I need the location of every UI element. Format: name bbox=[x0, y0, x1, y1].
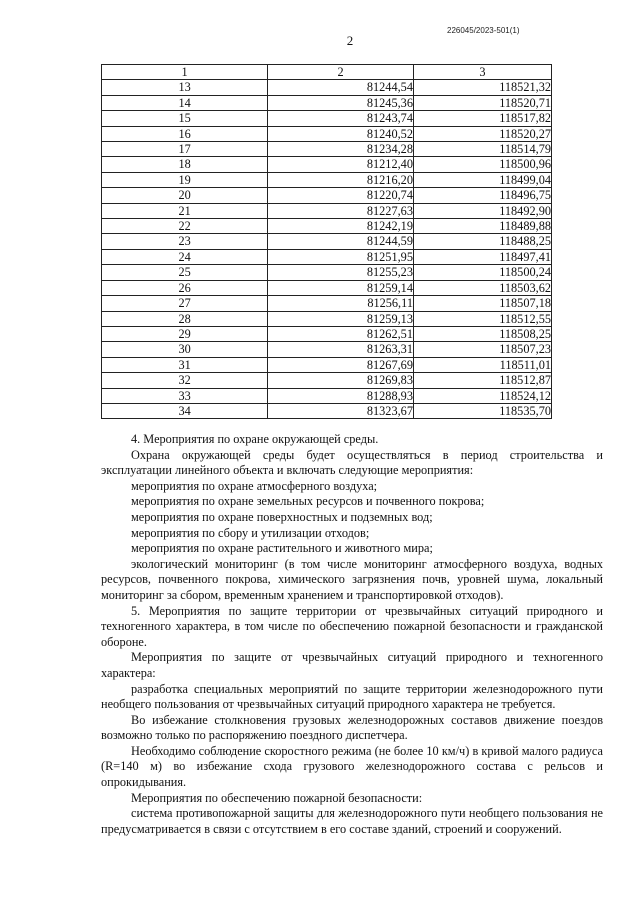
y-coordinate-cell: 118512,55 bbox=[413, 311, 551, 326]
x-coordinate-cell: 81220,74 bbox=[268, 188, 414, 203]
point-number-cell: 22 bbox=[102, 219, 268, 234]
x-coordinate-cell: 81323,67 bbox=[268, 403, 414, 418]
point-number-cell: 33 bbox=[102, 388, 268, 403]
column-header-2: 2 bbox=[268, 65, 414, 80]
y-coordinate-cell: 118524,12 bbox=[413, 388, 551, 403]
table-row bbox=[102, 342, 552, 357]
point-number-cell: 17 bbox=[102, 142, 268, 157]
paragraph: разработка специальных мероприятий по защите территории железнодорожного пути необщего пользования от чрезвычайных ситуаций природного характера не требуется. bbox=[101, 681, 603, 712]
y-coordinate-cell: 118514,79 bbox=[413, 142, 551, 157]
table-row bbox=[102, 203, 552, 218]
y-coordinate-cell: 118535,70 bbox=[413, 403, 551, 418]
list-item: мероприятия по охране атмосферного воздуха; bbox=[131, 478, 378, 493]
table-row bbox=[102, 296, 552, 311]
y-coordinate-cell: 118500,96 bbox=[413, 157, 551, 172]
x-coordinate-cell: 81244,59 bbox=[268, 234, 414, 249]
paragraph: Мероприятия по защите от чрезвычайных ситуаций природного и техногенного характера: bbox=[101, 650, 603, 680]
point-number-cell: 32 bbox=[102, 373, 268, 388]
x-coordinate-cell: 81288,93 bbox=[268, 388, 414, 403]
x-coordinate-cell: 81245,36 bbox=[268, 95, 414, 110]
x-coordinate-cell: 81259,14 bbox=[268, 280, 414, 295]
y-coordinate-cell: 118496,75 bbox=[413, 188, 551, 203]
point-number-cell: 28 bbox=[102, 311, 268, 326]
paragraph: Охрана окружающей среды будет осуществляться в период строительства и эксплуатации линейного объекта и включать следующие мероприятия: bbox=[101, 447, 603, 478]
x-coordinate-cell: 81259,13 bbox=[268, 311, 414, 326]
table-body bbox=[102, 80, 552, 419]
point-number-cell: 24 bbox=[102, 249, 268, 264]
x-coordinate-cell: 81240,52 bbox=[268, 126, 414, 141]
y-coordinate-cell: 118517,82 bbox=[413, 111, 551, 126]
table-row bbox=[102, 280, 552, 295]
point-number-cell: 18 bbox=[102, 157, 268, 172]
y-coordinate-cell: 118511,01 bbox=[413, 357, 551, 372]
y-coordinate-cell: 118497,41 bbox=[413, 249, 551, 264]
coordinates-table bbox=[101, 64, 552, 419]
list-item: экологический мониторинг (в том числе мониторинг атмосферного воздуха, водных ресурсов, почвенного покрова, химического загрязнения почв, уровней шума, локальный мониторинг за сбором, временным хранением и транспортировкой отходов). bbox=[101, 556, 603, 602]
point-number-cell: 27 bbox=[102, 296, 268, 311]
column-header-1: 1 bbox=[102, 65, 268, 80]
y-coordinate-cell: 118521,32 bbox=[413, 80, 551, 95]
x-coordinate-cell: 81243,74 bbox=[268, 111, 414, 126]
point-number-cell: 13 bbox=[102, 80, 268, 95]
table-row bbox=[102, 126, 552, 141]
x-coordinate-cell: 81216,20 bbox=[268, 172, 414, 187]
section-5-heading: 5. Мероприятия по защите территории от чрезвычайных ситуаций природного и техногенного характера, в том числе по обеспечению пожарной безопасности и гражданской обороне. bbox=[101, 603, 603, 649]
paragraph: Во избежание столкновения грузовых железнодорожных составов движение поездов возможно только по распоряжению поездного диспетчера. bbox=[101, 712, 603, 743]
y-coordinate-cell: 118489,88 bbox=[413, 219, 551, 234]
y-coordinate-cell: 118500,24 bbox=[413, 265, 551, 280]
table-row bbox=[102, 234, 552, 249]
table-header-row bbox=[102, 65, 552, 80]
table-row bbox=[102, 249, 552, 264]
list-item: мероприятия по охране поверхностных и подземных вод; bbox=[131, 509, 433, 524]
point-number-cell: 20 bbox=[102, 188, 268, 203]
list-item: мероприятия по охране растительного и животного мира; bbox=[131, 541, 433, 556]
point-number-cell: 16 bbox=[102, 126, 268, 141]
paragraph: Необходимо соблюдение скоростного режима (не более 10 км/ч) в кривой малого радиуса (R=140 м) во избежание схода грузового железнодорожного состава с рельсов и опрокидывания. bbox=[101, 743, 603, 790]
table-row bbox=[102, 326, 552, 341]
table-row bbox=[102, 188, 552, 203]
point-number-cell: 29 bbox=[102, 326, 268, 341]
x-coordinate-cell: 81251,95 bbox=[268, 249, 414, 264]
x-coordinate-cell: 81255,23 bbox=[268, 265, 414, 280]
point-number-cell: 34 bbox=[102, 403, 268, 418]
x-coordinate-cell: 81262,51 bbox=[268, 326, 414, 341]
y-coordinate-cell: 118492,90 bbox=[413, 203, 551, 218]
x-coordinate-cell: 81267,69 bbox=[268, 357, 414, 372]
point-number-cell: 25 bbox=[102, 265, 268, 280]
list-item: мероприятия по сбору и утилизации отходов; bbox=[131, 525, 370, 540]
x-coordinate-cell: 81256,11 bbox=[268, 296, 414, 311]
point-number-cell: 26 bbox=[102, 280, 268, 295]
y-coordinate-cell: 118503,62 bbox=[413, 280, 551, 295]
table-row bbox=[102, 403, 552, 418]
document-body bbox=[101, 432, 603, 837]
table-row bbox=[102, 172, 552, 187]
y-coordinate-cell: 118507,18 bbox=[413, 296, 551, 311]
table-row bbox=[102, 142, 552, 157]
point-number-cell: 21 bbox=[102, 203, 268, 218]
x-coordinate-cell: 81269,83 bbox=[268, 373, 414, 388]
x-coordinate-cell: 81244,54 bbox=[268, 80, 414, 95]
x-coordinate-cell: 81227,63 bbox=[268, 203, 414, 218]
list-item: мероприятия по охране земельных ресурсов и почвенного покрова; bbox=[131, 494, 485, 509]
page-number: 2 bbox=[346, 33, 354, 48]
table-row bbox=[102, 357, 552, 372]
x-coordinate-cell: 81242,19 bbox=[268, 219, 414, 234]
y-coordinate-cell: 118508,25 bbox=[413, 326, 551, 341]
document-id: 226045/2023-501(1) bbox=[447, 26, 520, 35]
table-row bbox=[102, 157, 552, 172]
paragraph: система противопожарной защиты для железнодорожного пути необщего пользования не предусматривается в связи с отсутствием в его составе зданий, строений и сооружений. bbox=[101, 806, 603, 836]
y-coordinate-cell: 118520,71 bbox=[413, 95, 551, 110]
point-number-cell: 30 bbox=[102, 342, 268, 357]
y-coordinate-cell: 118507,23 bbox=[413, 342, 551, 357]
x-coordinate-cell: 81234,28 bbox=[268, 142, 414, 157]
y-coordinate-cell: 118520,27 bbox=[413, 126, 551, 141]
table-row bbox=[102, 265, 552, 280]
table-row bbox=[102, 388, 552, 403]
point-number-cell: 15 bbox=[102, 111, 268, 126]
table-row bbox=[102, 80, 552, 95]
table-row bbox=[102, 219, 552, 234]
table-row bbox=[102, 95, 552, 110]
paragraph: Мероприятия по обеспечению пожарной безопасности: bbox=[131, 790, 423, 805]
y-coordinate-cell: 118512,87 bbox=[413, 373, 551, 388]
column-header-3: 3 bbox=[413, 65, 551, 80]
y-coordinate-cell: 118499,04 bbox=[413, 172, 551, 187]
table-row bbox=[102, 311, 552, 326]
point-number-cell: 23 bbox=[102, 234, 268, 249]
x-coordinate-cell: 81212,40 bbox=[268, 157, 414, 172]
table-row bbox=[102, 111, 552, 126]
point-number-cell: 31 bbox=[102, 357, 268, 372]
point-number-cell: 14 bbox=[102, 95, 268, 110]
table-row bbox=[102, 373, 552, 388]
y-coordinate-cell: 118488,25 bbox=[413, 234, 551, 249]
x-coordinate-cell: 81263,31 bbox=[268, 342, 414, 357]
point-number-cell: 19 bbox=[102, 172, 268, 187]
section-4-heading: 4. Мероприятия по охране окружающей среды. bbox=[131, 432, 379, 446]
